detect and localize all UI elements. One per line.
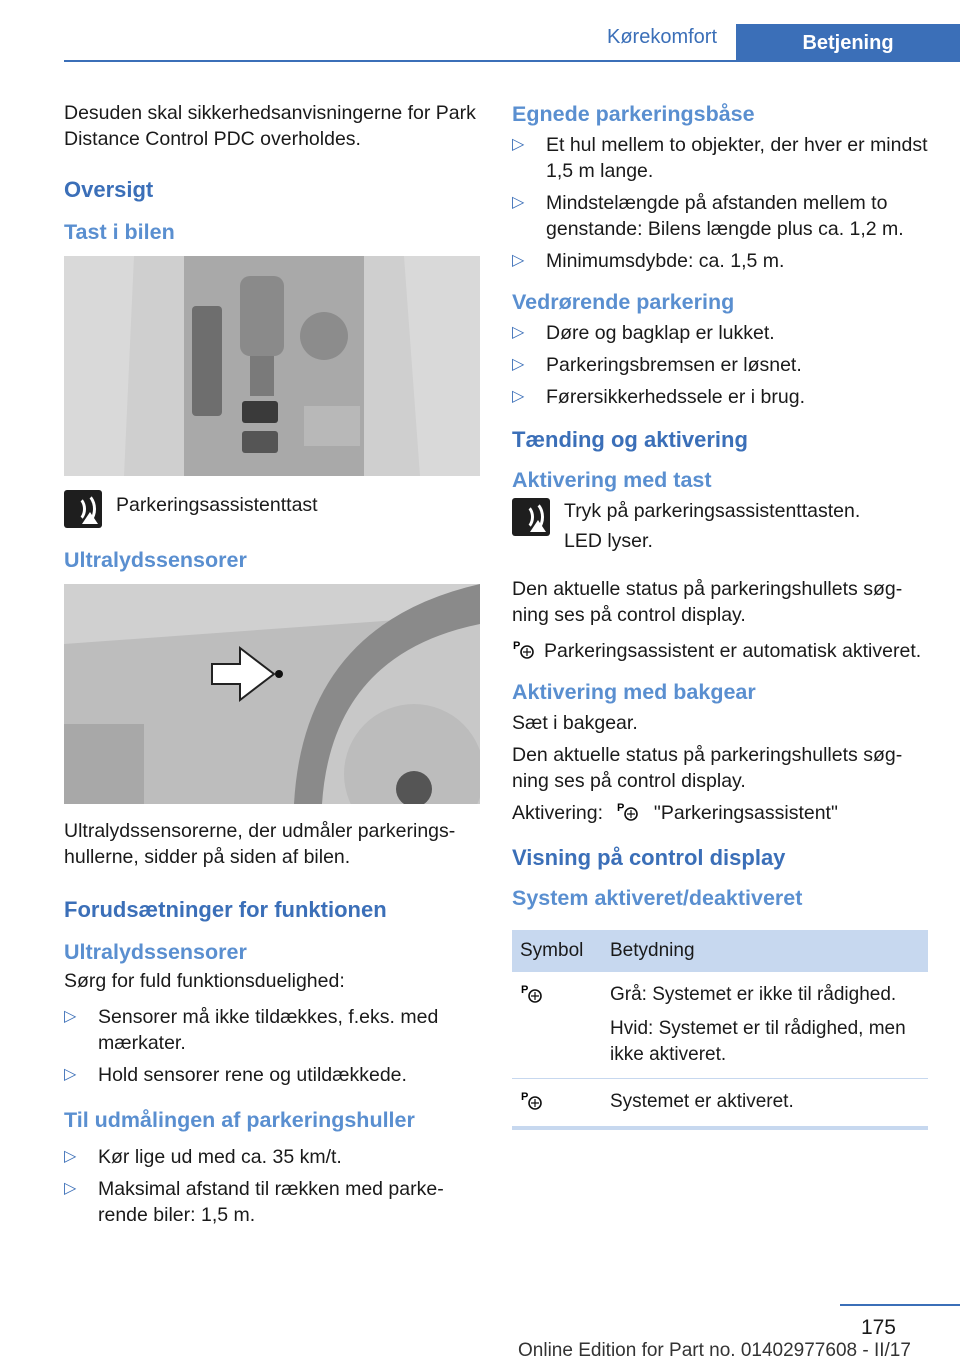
- list-item: ▷ Førersikkerhedssele er i brug.: [512, 386, 806, 408]
- ultralyd-caption: Ultralydssensorerne, der udmåler parkeringshullerne, sidder på siden af bilen.: [64, 820, 456, 868]
- heading-ultralyd: Ultralydssensorer: [64, 548, 247, 572]
- list-item: ▷ Hold sensorer rene og utildækkede.: [64, 1064, 407, 1086]
- svg-text:P: P: [521, 1091, 529, 1103]
- heading-tast: Tast i bilen: [64, 220, 175, 244]
- table-row: [512, 1079, 928, 1129]
- tast-caption: Parkeringsassistenttast: [116, 494, 318, 516]
- sensor-photo: [64, 584, 480, 804]
- header-section[interactable]: Kørekomfort: [606, 26, 718, 48]
- parking-assistant-symbol-icon: [512, 638, 538, 660]
- egnede-list: [512, 132, 928, 274]
- heading-egnede: Egnede parkeringsbåse: [512, 102, 755, 126]
- list-item: ▷ Sensorer må ikke tildækkes, f.eks. med mærkater.: [64, 1006, 439, 1054]
- list-item: ▷ Døre og bagklap er lukket.: [512, 322, 775, 344]
- heading-system: System aktiveret/deaktiveret: [512, 886, 803, 910]
- heading-aktivering-tast: Aktivering med tast: [512, 468, 712, 492]
- akt-tast-line1: Tryk på parkeringsassistenttasten.: [564, 500, 861, 522]
- symbol-cell: [512, 972, 602, 1079]
- parking-assistant-symbol-icon: [616, 800, 642, 822]
- status-text: Den aktuelle status på parkeringshullets søgning ses på control display.: [512, 578, 903, 626]
- console-photo: [64, 256, 480, 476]
- symbol-cell: [512, 1079, 602, 1129]
- til-list: [64, 1144, 480, 1228]
- heading-til-udmaaling: Til udmålingen af parkeringshuller: [64, 1108, 415, 1132]
- pdc-key-caption-row: [64, 490, 480, 528]
- heading-oversigt: Oversigt: [64, 177, 154, 202]
- right-column: [512, 100, 928, 1130]
- heading-taending: Tænding og aktivering: [512, 427, 748, 452]
- akt-tast-line2: LED lyser.: [564, 530, 653, 552]
- list-item: ▷ Parkeringsbremsen er løsnet.: [512, 354, 802, 376]
- table-row: [512, 972, 928, 1079]
- bak-line2: Den aktuelle status på parkeringshullets søgning ses på control display.: [512, 744, 903, 792]
- table-header-betydning: Betydning: [602, 930, 928, 972]
- parking-assistant-icon: [64, 490, 102, 528]
- symbol-table: [512, 930, 928, 1130]
- parking-assistant-icon: [512, 498, 550, 536]
- meaning-cell: Systemet er aktiveret.: [602, 1079, 928, 1129]
- heading-vedroerende: Vedrørende parkering: [512, 290, 735, 314]
- ultralyd2-text: Sørg for fuld funktionsduelighed:: [64, 970, 345, 992]
- parking-assistant-symbol-icon: [520, 982, 546, 1004]
- parking-assistant-active-icon: [520, 1089, 546, 1111]
- page-number: 175: [860, 1316, 896, 1339]
- left-column: [64, 100, 480, 1234]
- auto-text: P Parkeringsassistent er automatisk aktiveret.: [513, 640, 922, 662]
- list-item: ▷ Maksimal afstand til rækken med parkerende biler: 1,5 m.: [64, 1178, 444, 1226]
- list-item: ▷ Et hul mellem to objekter, der hver er mindst 1,5 m lange.: [512, 134, 928, 182]
- edition-footer: Online Edition for Part no. 01402977608 - II/17: [518, 1340, 911, 1361]
- svg-text:P: P: [617, 802, 625, 814]
- vedr-list: [512, 320, 928, 410]
- svg-text:P: P: [521, 984, 529, 996]
- footer-rule: [840, 1304, 960, 1306]
- intro-text: Desuden skal sikkerhedsanvisningerne for Park Distance Control PDC overholdes.: [64, 102, 476, 150]
- list-item: ▷ Kør lige ud med ca. 35 km/t.: [64, 1146, 342, 1168]
- svg-text:P: P: [513, 640, 521, 652]
- bak-line1: Sæt i bakgear.: [512, 712, 638, 734]
- list-item: ▷ Mindstelængde på afstanden mellem to genstande: Bilens længde plus ca. 1,2 m.: [512, 192, 904, 240]
- header-chapter[interactable]: Betjening: [736, 24, 960, 62]
- heading-ultralyd-2: Ultralydssensorer: [64, 940, 247, 964]
- heading-visning: Visning på control display: [512, 845, 786, 870]
- meaning-cell: Grå: Systemet er ikke til rådighed. Hvid: Systemet er til rådighed, men ikke aktiveret.: [602, 972, 928, 1079]
- heading-forudsaetninger: Forudsætninger for funktionen: [64, 897, 387, 922]
- list-item: ▷ Minimumsdybde: ca. 1,5 m.: [512, 250, 785, 272]
- table-header-symbol: Symbol: [512, 930, 602, 972]
- bak-line3: Aktivering: P "Parkeringsassistent": [512, 802, 838, 824]
- aktivering-tast-row: [512, 498, 928, 564]
- heading-aktivering-bakgear: Aktivering med bakgear: [512, 680, 756, 704]
- ultralyd2-list: [64, 1004, 480, 1088]
